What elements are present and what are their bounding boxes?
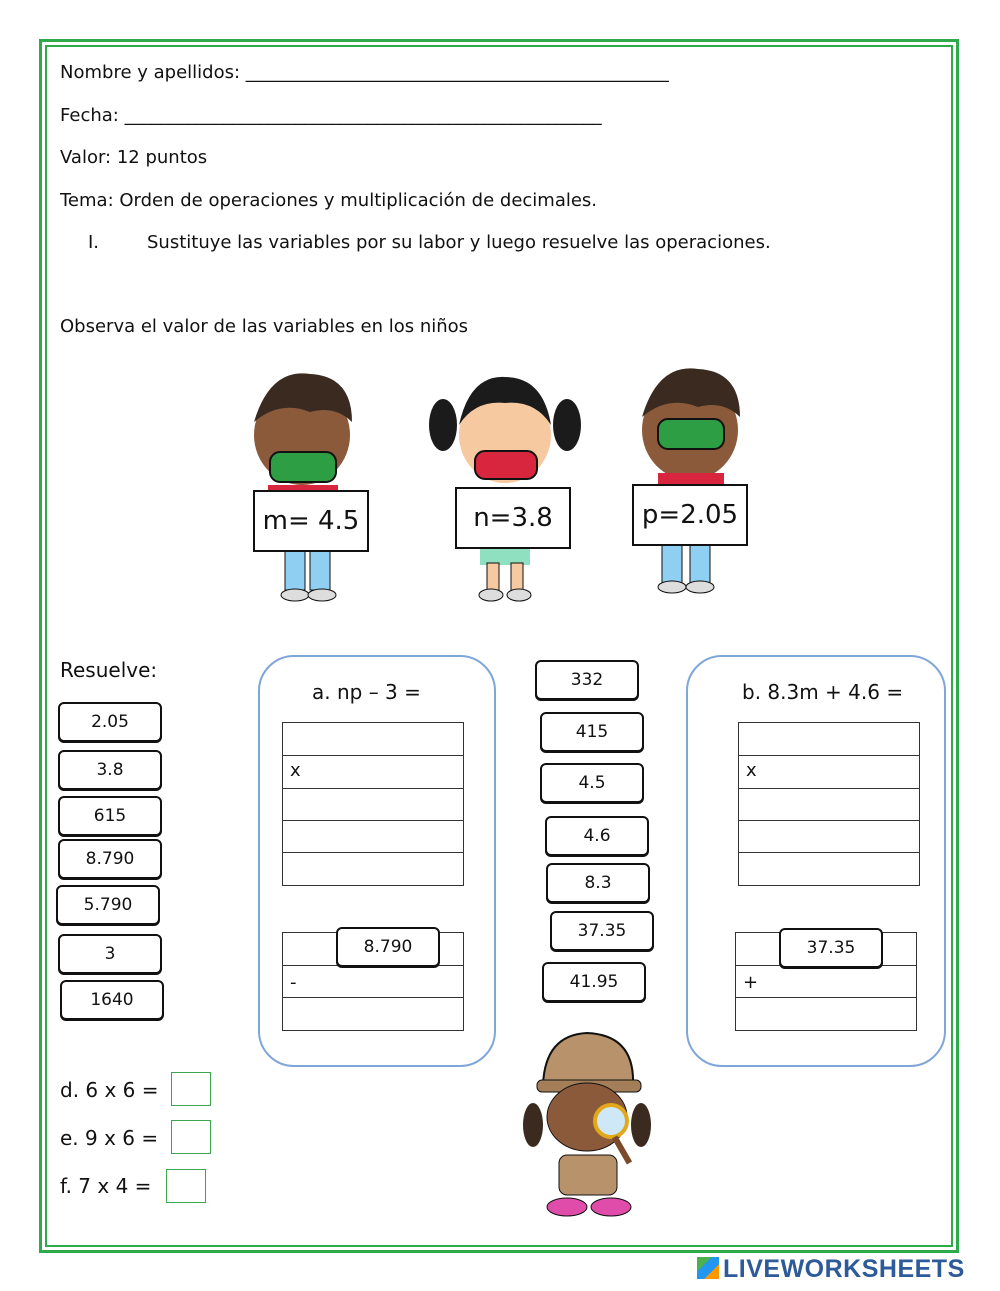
kid-n-mask — [475, 451, 537, 479]
question-f-input[interactable] — [166, 1169, 206, 1203]
answer-card[interactable]: 332 — [535, 660, 639, 700]
magnifier-icon — [595, 1105, 627, 1137]
panel-a-title: a. np – 3 = — [312, 680, 421, 704]
topic-label: Tema: Orden de operaciones y multiplicación de decimales. — [60, 190, 598, 211]
logo-text: LIVEWORKSHEETS — [723, 1255, 965, 1283]
question-f-label: f. 7 x 4 = — [60, 1174, 152, 1198]
panel-b-drop-row[interactable] — [738, 755, 920, 789]
logo-icon — [697, 1257, 719, 1279]
panel-b-placed-card[interactable]: 37.35 — [779, 928, 883, 968]
kid-n-illustration — [425, 365, 585, 605]
panel-b-title: b. 8.3m + 4.6 = — [742, 680, 904, 704]
kid-m-illustration — [240, 360, 380, 605]
panel-a-mult-sign: x — [290, 760, 301, 781]
answer-card[interactable]: 8.3 — [546, 863, 650, 903]
panel-a-drop-row[interactable] — [282, 965, 464, 999]
page-border — [39, 39, 959, 1253]
question-d-label: d. 6 x 6 = — [60, 1078, 159, 1102]
kid-p-sign-text: p=2.05 — [641, 500, 739, 530]
question-e-label: e. 9 x 6 = — [60, 1126, 159, 1150]
question-e-input[interactable] — [171, 1120, 211, 1154]
panel-b-drop-row[interactable] — [738, 722, 920, 756]
panel-a-drop-row[interactable] — [282, 722, 464, 756]
answer-card[interactable]: 5.790 — [56, 885, 160, 925]
liveworksheets-logo — [697, 1255, 965, 1284]
kid-n-sign-text: n=3.8 — [473, 503, 553, 533]
panel-b-drop-row[interactable] — [738, 788, 920, 822]
panel-a-minus-sign: - — [290, 972, 297, 993]
kid-m-mask — [270, 452, 336, 482]
answer-card[interactable]: 2.05 — [58, 702, 162, 742]
kid-m-sign-text: m= 4.5 — [262, 506, 360, 536]
panel-a-drop-row[interactable] — [282, 852, 464, 886]
answer-card[interactable]: 4.6 — [545, 816, 649, 856]
panel-b-drop-row[interactable] — [735, 997, 917, 1031]
panel-a-drop-row[interactable] — [282, 755, 464, 789]
answer-card[interactable]: 3 — [58, 934, 162, 974]
kid-m-sign — [253, 490, 369, 552]
kid-p-sign — [632, 484, 748, 546]
panel-a-drop-row[interactable] — [282, 997, 464, 1031]
panel-a-placed-card[interactable]: 8.790 — [336, 927, 440, 967]
kid-p-illustration — [620, 355, 760, 600]
panel-a-drop-row[interactable] — [282, 788, 464, 822]
answer-card[interactable]: 1640 — [60, 980, 164, 1020]
resolve-label: Resuelve: — [60, 658, 158, 682]
question-d-input[interactable] — [171, 1072, 211, 1106]
panel-b-plus-sign: + — [743, 972, 759, 993]
answer-card[interactable]: 41.95 — [542, 962, 646, 1002]
answer-card[interactable]: 615 — [58, 796, 162, 836]
answer-card[interactable]: 3.8 — [58, 750, 162, 790]
answer-card[interactable]: 415 — [540, 712, 644, 752]
instruction-text: Sustituye las variables por su labor y luego resuelve las operaciones. — [147, 232, 771, 253]
kid-p-mask — [658, 419, 724, 449]
instruction-number: I. — [88, 232, 100, 253]
panel-b-drop-row[interactable] — [738, 820, 920, 854]
panel-b-drop-row[interactable] — [735, 965, 917, 999]
observe-text: Observa el valor de las variables en los niños — [60, 316, 469, 337]
date-field-label: Fecha: _____________________________________________________ — [60, 105, 602, 126]
panel-a-drop-row[interactable] — [282, 820, 464, 854]
answer-card[interactable]: 8.790 — [58, 839, 162, 879]
answer-card[interactable]: 4.5 — [540, 763, 644, 803]
name-field-label: Nombre y apellidos: _______________________________________________ — [60, 62, 669, 83]
panel-b-drop-row[interactable] — [738, 852, 920, 886]
detective-girl-illustration — [515, 1025, 665, 1225]
kid-n-sign — [455, 487, 571, 549]
panel-b-mult-sign: x — [746, 760, 757, 781]
value-label: Valor: 12 puntos — [60, 147, 208, 168]
answer-card[interactable]: 37.35 — [550, 911, 654, 951]
